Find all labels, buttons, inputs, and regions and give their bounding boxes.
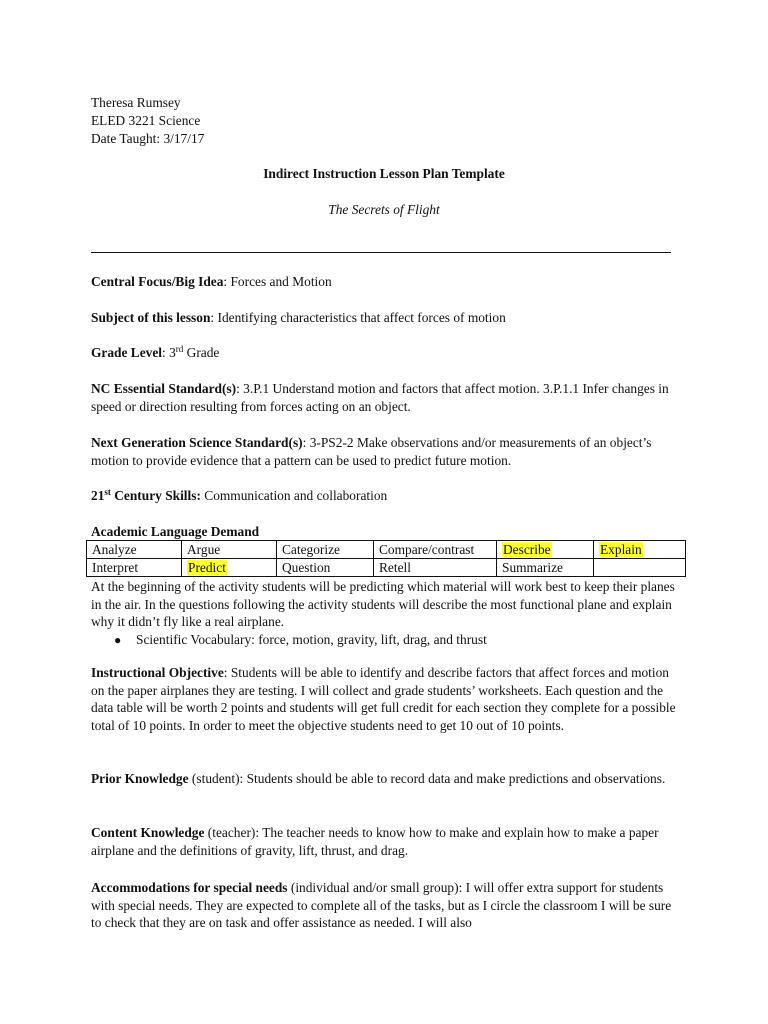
vocabulary-bullet [114, 631, 674, 650]
content-knowledge [91, 824, 681, 859]
subject-value: : Identifying characteristics that affect forces of motion [210, 310, 506, 325]
bullet-icon: ● [114, 633, 122, 647]
grade-label: Grade Level [91, 345, 163, 360]
table-cell: Categorize [277, 541, 374, 559]
ngss-value: : 3-PS2-2 Make observations and/or measurements of an object’s motion to provide evidence that a pattern can be used to predict future motion. [91, 435, 652, 468]
academic-language-heading: Academic Language Demand [91, 524, 260, 539]
prior-knowledge [91, 770, 681, 788]
objective-label: Instructional Objective [91, 665, 224, 680]
table-cell: Retell [374, 559, 497, 577]
table-row [87, 541, 686, 559]
table-cell [594, 559, 686, 577]
accommodations [91, 879, 681, 932]
accommodations-value: (individual and/or small group): I will offer extra support for students with special needs. They are expected to complete all of the tasks, but as I circle the classroom I will be sure to check that they are on task and offer assistance as needed. I will also [91, 880, 672, 931]
central-focus-value: : Forces and Motion [223, 274, 332, 289]
century-skills-value: Communication and collaboration [200, 488, 388, 503]
central-focus [91, 273, 681, 291]
central-focus-label: Central Focus/Big Idea [91, 274, 224, 289]
content-knowledge-value: (teacher): The teacher needs to know how to make and explain how to make a paper airplane and the definitions of gravity, lift, thrust, and drag. [91, 825, 659, 858]
nc-standard-label: NC Essential Standard(s) [91, 381, 237, 396]
instructional-objective [91, 664, 681, 734]
document-title: Indirect Instruction Lesson Plan Template [263, 166, 505, 181]
table-cell: Interpret [87, 559, 182, 577]
ngss-standard [91, 434, 681, 469]
ngss-label: Next Generation Science Standard(s) [91, 435, 303, 450]
table-cell: Describe [497, 541, 594, 559]
table-cell: Argue [182, 541, 277, 559]
subject-label: Subject of this lesson [91, 310, 211, 325]
table-cell: Summarize [497, 559, 594, 577]
table-cell: Analyze [87, 541, 182, 559]
objective-value: : Students will be able to identify and describe factors that affect forces and motion on the paper airplanes they are testing. I will collect and grade students’ worksheets. Each question and the data table will be worth 2 points and students will get full credit for each section they complete for a possible total of 10 points. In order to meet the objective students need to get 10 out of 10 points. [91, 665, 676, 733]
author-name: Theresa Rumsey [91, 95, 181, 110]
lesson-subject [91, 309, 681, 327]
course-name: ELED 3221 Science [91, 113, 201, 128]
grade-suffix: rd [175, 344, 184, 354]
header-block [91, 94, 204, 148]
century-skills-label: 21st Century Skills: [91, 487, 201, 503]
horizontal-divider [91, 252, 671, 253]
academic-language-table [86, 540, 686, 577]
nc-essential-standard [91, 380, 681, 415]
accommodations-label: Accommodations for special needs [91, 880, 288, 895]
content-knowledge-label: Content Knowledge [91, 825, 205, 840]
academic-language-description: At the beginning of the activity students will be predicting which material will work best to keep their planes in the air. In the questions following the activity students will describe the most functional plane and explain why it didn’t fly like a real airplane. [91, 579, 675, 630]
table-row [87, 559, 686, 577]
table-cell: Question [277, 559, 374, 577]
date-taught: Date Taught: 3/17/17 [91, 131, 205, 146]
grade-value: : 3 [162, 345, 176, 360]
nc-standard-value: : 3.P.1 Understand motion and factors that affect motion. 3.P.1.1 Infer changes in speed or direction resulting from forces acting on an object. [91, 381, 669, 414]
table-cell: Explain [594, 541, 686, 559]
lesson-subtitle: The Secrets of Flight [328, 202, 440, 217]
vocabulary-text: Scientific Vocabulary: force, motion, gravity, lift, drag, and thrust [136, 632, 487, 647]
table-cell: Predict [182, 559, 277, 577]
century-skills [91, 487, 681, 505]
table-cell: Compare/contrast [374, 541, 497, 559]
prior-knowledge-label: Prior Knowledge [91, 771, 189, 786]
grade-word: Grade [183, 345, 220, 360]
grade-level [91, 344, 681, 362]
prior-knowledge-value: (student): Students should be able to record data and make predictions and observations. [188, 771, 666, 786]
